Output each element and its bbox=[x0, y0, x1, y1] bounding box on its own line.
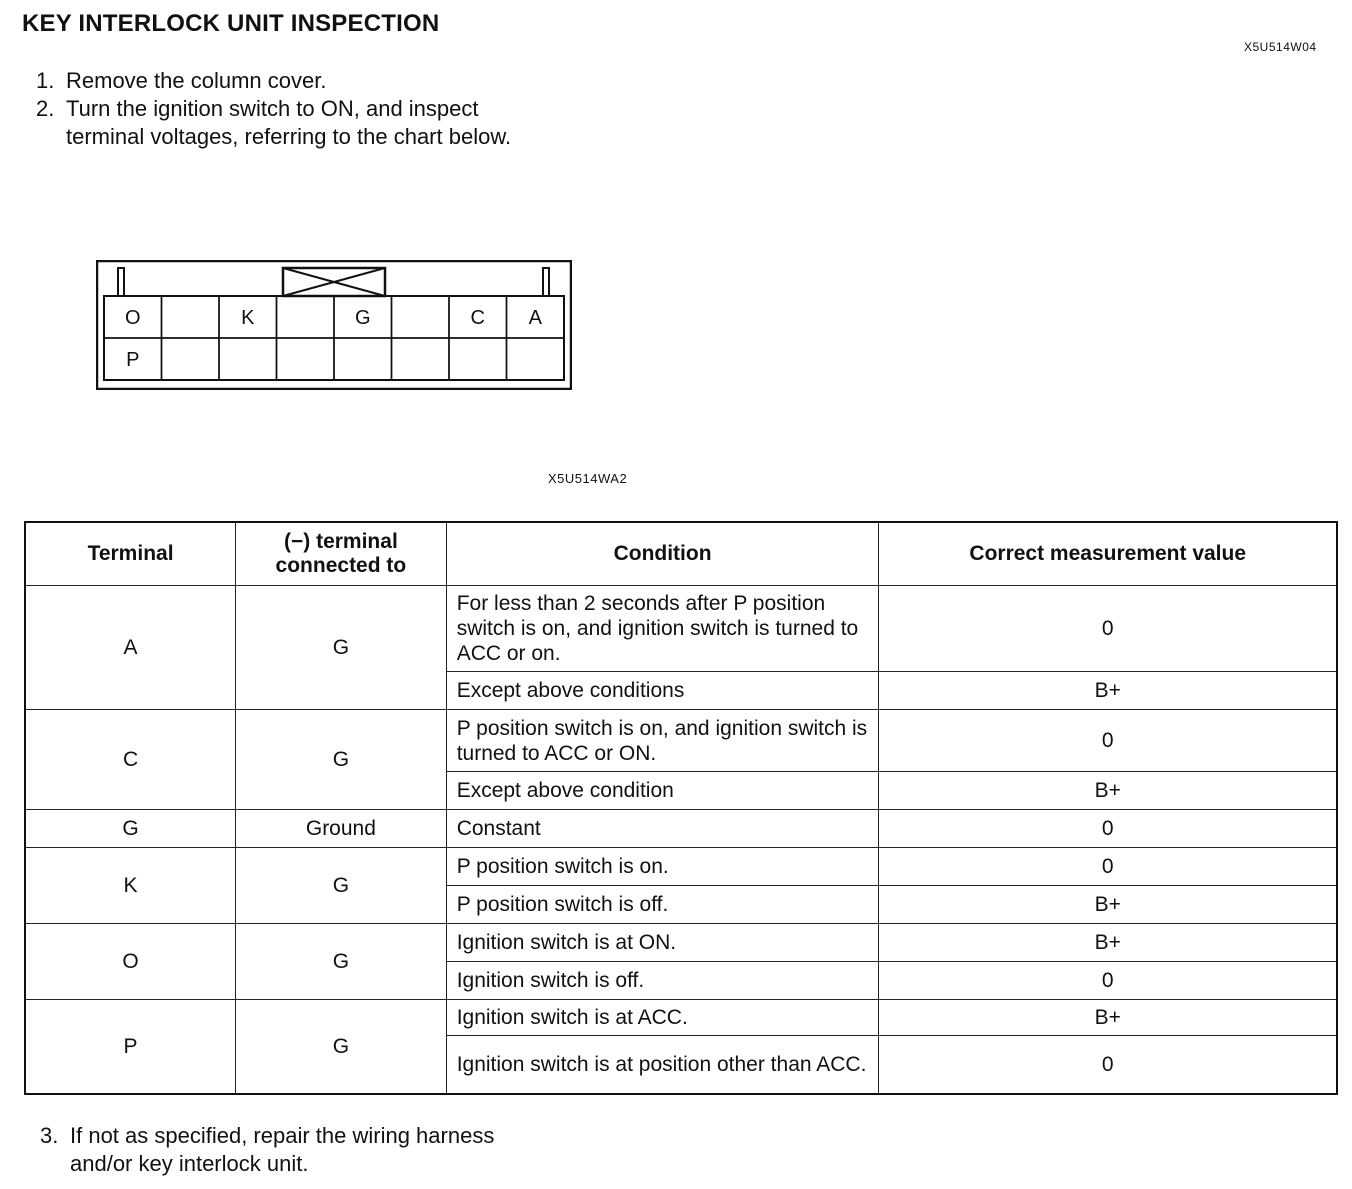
cell-condition: Constant bbox=[446, 810, 879, 848]
step-3-text: If not as specified, repair the wiring harness bbox=[70, 1123, 495, 1148]
cell-terminal: G bbox=[25, 810, 236, 848]
header-condition: Condition bbox=[446, 522, 879, 586]
cell-condition: P position switch is on, and ignition switch is turned to ACC or ON. bbox=[446, 710, 879, 772]
cell-measurement-value: 0 bbox=[879, 586, 1337, 672]
connector-terminal-label: A bbox=[528, 307, 542, 329]
connector-cell bbox=[277, 296, 335, 338]
step-3-continuation: and/or key interlock unit. bbox=[70, 1151, 309, 1176]
table-row bbox=[25, 710, 1337, 772]
cell-terminal: O bbox=[25, 924, 236, 1000]
connector-latch bbox=[283, 268, 385, 296]
cell-condition: For less than 2 seconds after P position switch is on, and ignition switch is turned to ACC or on. bbox=[446, 586, 879, 672]
connector-tab-right bbox=[543, 268, 549, 296]
table-row bbox=[25, 586, 1337, 672]
cell-condition: Ignition switch is at ACC. bbox=[446, 1000, 879, 1036]
cell-condition: P position switch is off. bbox=[446, 886, 879, 924]
connector-cell bbox=[392, 296, 450, 338]
cell-measurement-value: 0 bbox=[879, 810, 1337, 848]
step-2-continuation: terminal voltages, referring to the chart below. bbox=[66, 124, 512, 149]
cell-measurement-value: 0 bbox=[879, 710, 1337, 772]
connector-tab-left bbox=[118, 268, 124, 296]
table-row bbox=[25, 810, 1337, 848]
header-connected-to bbox=[236, 522, 447, 586]
cell-connected-to: G bbox=[236, 848, 447, 924]
step-2 bbox=[36, 95, 511, 151]
connector-cell bbox=[449, 338, 507, 380]
step-3 bbox=[40, 1122, 494, 1178]
cell-condition: Ignition switch is at ON. bbox=[446, 924, 879, 962]
cell-condition: Except above conditions bbox=[446, 672, 879, 710]
table-row bbox=[25, 848, 1337, 886]
step-2-number: 2. bbox=[36, 96, 55, 121]
step-1-number: 1. bbox=[36, 68, 55, 93]
connector-terminal-label: C bbox=[470, 307, 485, 329]
connector-cell bbox=[162, 296, 220, 338]
cell-terminal: P bbox=[25, 1000, 236, 1094]
connector-cell bbox=[334, 338, 392, 380]
cell-terminal: A bbox=[25, 586, 236, 710]
cell-condition: Ignition switch is off. bbox=[446, 962, 879, 1000]
cell-measurement-value: B+ bbox=[879, 672, 1337, 710]
table-body bbox=[25, 586, 1337, 1094]
cell-measurement-value: B+ bbox=[879, 772, 1337, 810]
cell-measurement-value: 0 bbox=[879, 1036, 1337, 1094]
connector-terminal-label: G bbox=[354, 307, 371, 329]
header-connected-line2: connected to bbox=[275, 554, 407, 577]
header-terminal: Terminal bbox=[25, 522, 236, 586]
connector-cell bbox=[277, 338, 335, 380]
connector-diagram bbox=[96, 260, 572, 390]
table-row bbox=[25, 1000, 1337, 1036]
table-header-row bbox=[25, 522, 1337, 586]
header-connected-line1: (−) terminal bbox=[284, 530, 398, 553]
connector-terminal-grid bbox=[104, 296, 564, 380]
step-2-text: Turn the ignition switch to ON, and inspect bbox=[66, 96, 479, 121]
page-title: KEY INTERLOCK UNIT INSPECTION bbox=[22, 10, 440, 37]
cell-terminal: C bbox=[25, 710, 236, 810]
cell-measurement-value: B+ bbox=[879, 886, 1337, 924]
document-code: X5U514W04 bbox=[1244, 40, 1317, 54]
connector-cell bbox=[219, 338, 277, 380]
inspection-table bbox=[24, 521, 1338, 1095]
cell-connected-to: G bbox=[236, 586, 447, 710]
connector-terminal-label: O bbox=[124, 307, 141, 329]
header-measurement-value: Correct measurement value bbox=[879, 522, 1337, 586]
cell-measurement-value: B+ bbox=[879, 1000, 1337, 1036]
cell-condition: P position switch is on. bbox=[446, 848, 879, 886]
cell-terminal: K bbox=[25, 848, 236, 924]
cell-measurement-value: B+ bbox=[879, 924, 1337, 962]
connector-cell bbox=[507, 338, 565, 380]
connector-terminal-label: K bbox=[241, 307, 255, 329]
cell-connected-to: G bbox=[236, 710, 447, 810]
cell-measurement-value: 0 bbox=[879, 848, 1337, 886]
figure-code: X5U514WA2 bbox=[548, 471, 628, 486]
cell-connected-to: G bbox=[236, 924, 447, 1000]
cell-connected-to: Ground bbox=[236, 810, 447, 848]
cell-connected-to: G bbox=[236, 1000, 447, 1094]
connector-cell bbox=[392, 338, 450, 380]
step-1-text: Remove the column cover. bbox=[66, 68, 327, 93]
cell-condition: Except above condition bbox=[446, 772, 879, 810]
step-3-number: 3. bbox=[40, 1123, 59, 1148]
cell-condition: Ignition switch is at position other than ACC. bbox=[446, 1036, 879, 1094]
table-row bbox=[25, 924, 1337, 962]
step-1 bbox=[36, 67, 326, 95]
cell-measurement-value: 0 bbox=[879, 962, 1337, 1000]
connector-terminal-label: P bbox=[126, 349, 140, 371]
connector-cell bbox=[162, 338, 220, 380]
